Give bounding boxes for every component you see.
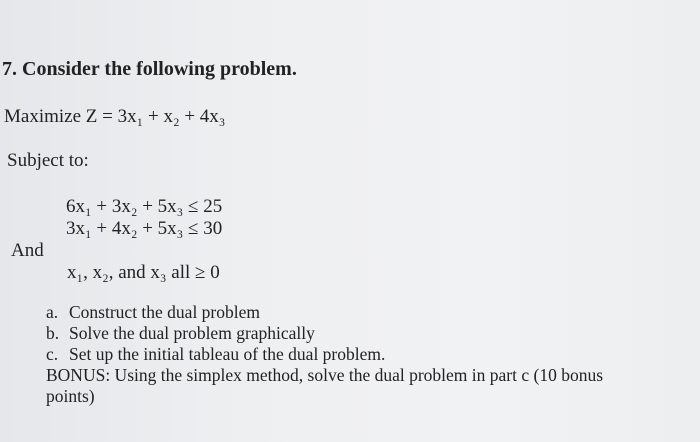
constraint-2: 3x₁ + 4x₂ + 5x₃ ≤ 30 bbox=[66, 218, 223, 239]
part-c bbox=[46, 344, 686, 365]
part-b-text: Solve the dual problem graphically bbox=[69, 323, 315, 343]
part-c-text: Set up the initial tableau of the dual problem. bbox=[69, 344, 386, 364]
part-b bbox=[46, 323, 686, 344]
part-c-marker: c. bbox=[46, 344, 59, 364]
problem-heading: 7. Consider the following problem. bbox=[2, 58, 297, 80]
part-a-text: Construct the dual problem bbox=[69, 302, 261, 322]
question-parts bbox=[46, 302, 686, 407]
constraint-1: 6x₁ + 3x₂ + 5x₃ ≤ 25 bbox=[66, 196, 223, 217]
subject-to-label: Subject to: bbox=[7, 150, 89, 171]
and-label: And bbox=[11, 240, 44, 261]
part-a bbox=[46, 302, 686, 323]
nonnegativity-constraint: x₁, x₂, and x₃ all ≥ 0 bbox=[67, 262, 220, 283]
bonus-question: BONUS: Using the simplex method, solve the dual problem in part c (10 bonus points) bbox=[46, 365, 604, 406]
part-b-marker: b. bbox=[46, 323, 60, 343]
part-a-marker: a. bbox=[46, 302, 59, 322]
objective-function: Maximize Z = 3x₁ + x₂ + 4x₃ bbox=[4, 106, 226, 127]
